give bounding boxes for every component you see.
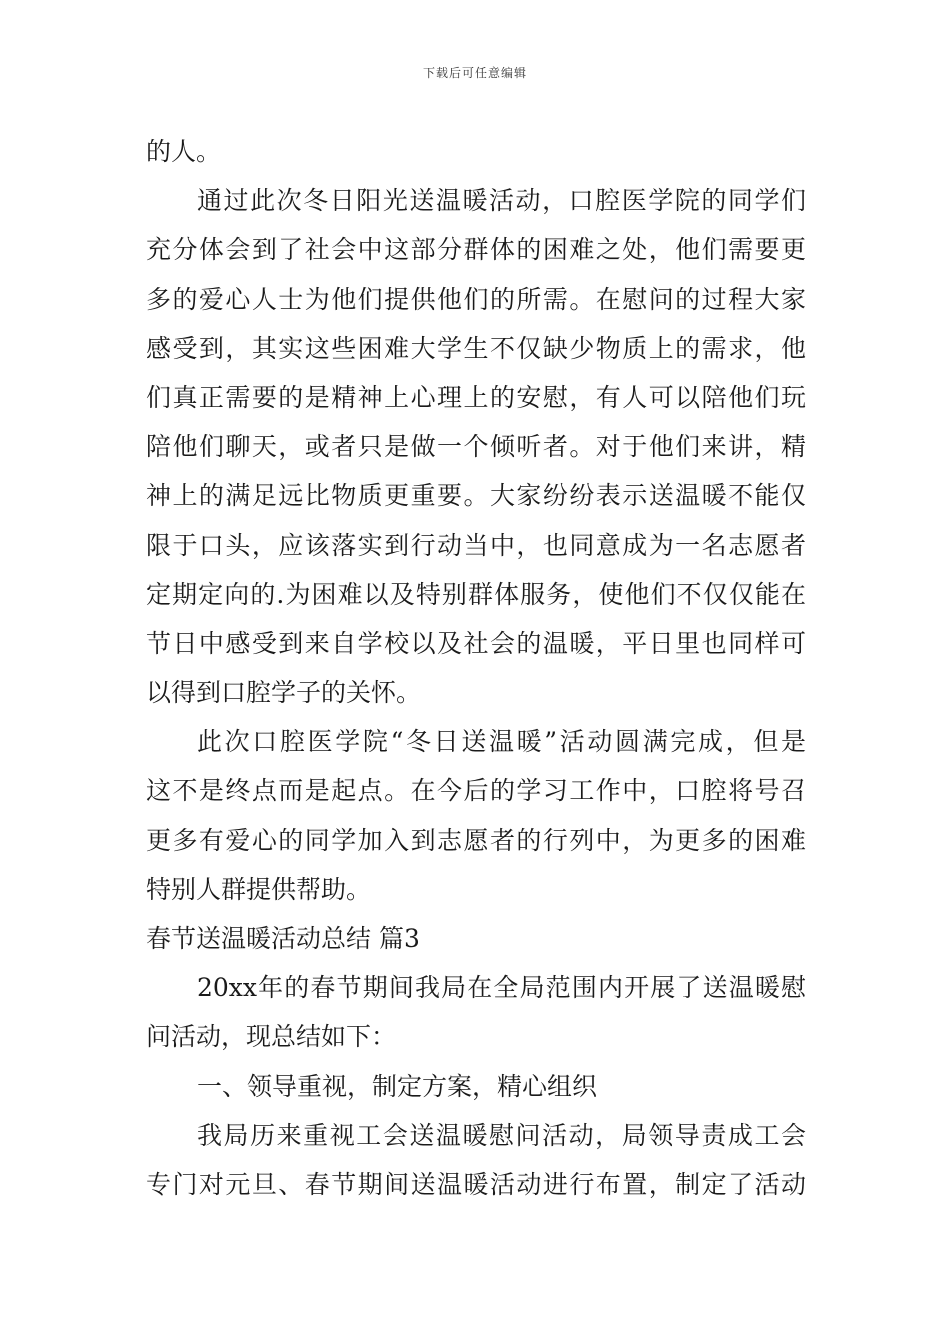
paragraph-line: 的人。 (146, 137, 222, 166)
paragraph-line: 感受到，其实这些困难大学生不仅缺少物质上的需求，他 (146, 333, 806, 363)
paragraph-line: 此次口腔医学院“冬日送温暖”活动圆满完成，但是 (197, 727, 806, 757)
section-heading: 春节送温暖活动总结 篇3 (146, 924, 420, 953)
paragraph-line: 陪他们聊天，或者只是做一个倾听者。对于他们来讲，精 (146, 432, 806, 462)
paragraph-line: 神上的满足远比物质更重要。大家纷纷表示送温暖不能仅 (146, 481, 806, 511)
paragraph-line: 节日中感受到来自学校以及社会的温暖，平日里也同样可 (146, 628, 806, 658)
paragraph-line: 20xx年的春节期间我局在全局范围内开展了送温暖慰 (197, 973, 806, 1003)
paragraph-line: 更多有爱心的同学加入到志愿者的行列中，为更多的困难 (146, 825, 806, 855)
paragraph-line: 限于口头，应该落实到行动当中，也同意成为一名志愿者 (146, 530, 806, 560)
paragraph-line: 以得到口腔学子的关怀。 (146, 678, 422, 708)
paragraph-line: 通过此次冬日阳光送温暖活动，口腔医学院的同学们 (197, 186, 806, 216)
paragraph-line: 特别人群提供帮助。 (146, 874, 372, 904)
paragraph-line: 多的爱心人士为他们提供他们的所需。在慰问的过程大家 (146, 284, 806, 314)
paragraph-line: 们真正需要的是精神上心理上的安慰，有人可以陪他们玩 (146, 382, 806, 412)
subheading-line: 一、领导重视，制定方案，精心组织 (197, 1071, 598, 1101)
paragraph-line: 充分体会到了社会中这部分群体的困难之处，他们需要更 (146, 235, 806, 265)
body-text (146, 127, 806, 1209)
paragraph-line: 这不是终点而是起点。在今后的学习工作中，口腔将号召 (146, 776, 806, 806)
paragraph-line: 我局历来重视工会送温暖慰问活动，局领导责成工会 (197, 1120, 806, 1150)
paragraph-line: 定期定向的.为困难以及特别群体服务，使他们不仅仅能在 (146, 579, 806, 609)
header-note: 下载后可任意编辑 (422, 66, 527, 80)
paragraph-line: 问活动，现总结如下： (146, 1022, 397, 1052)
paragraph-line: 专门对元旦、春节期间送温暖活动进行布置，制定了活动 (146, 1169, 806, 1199)
